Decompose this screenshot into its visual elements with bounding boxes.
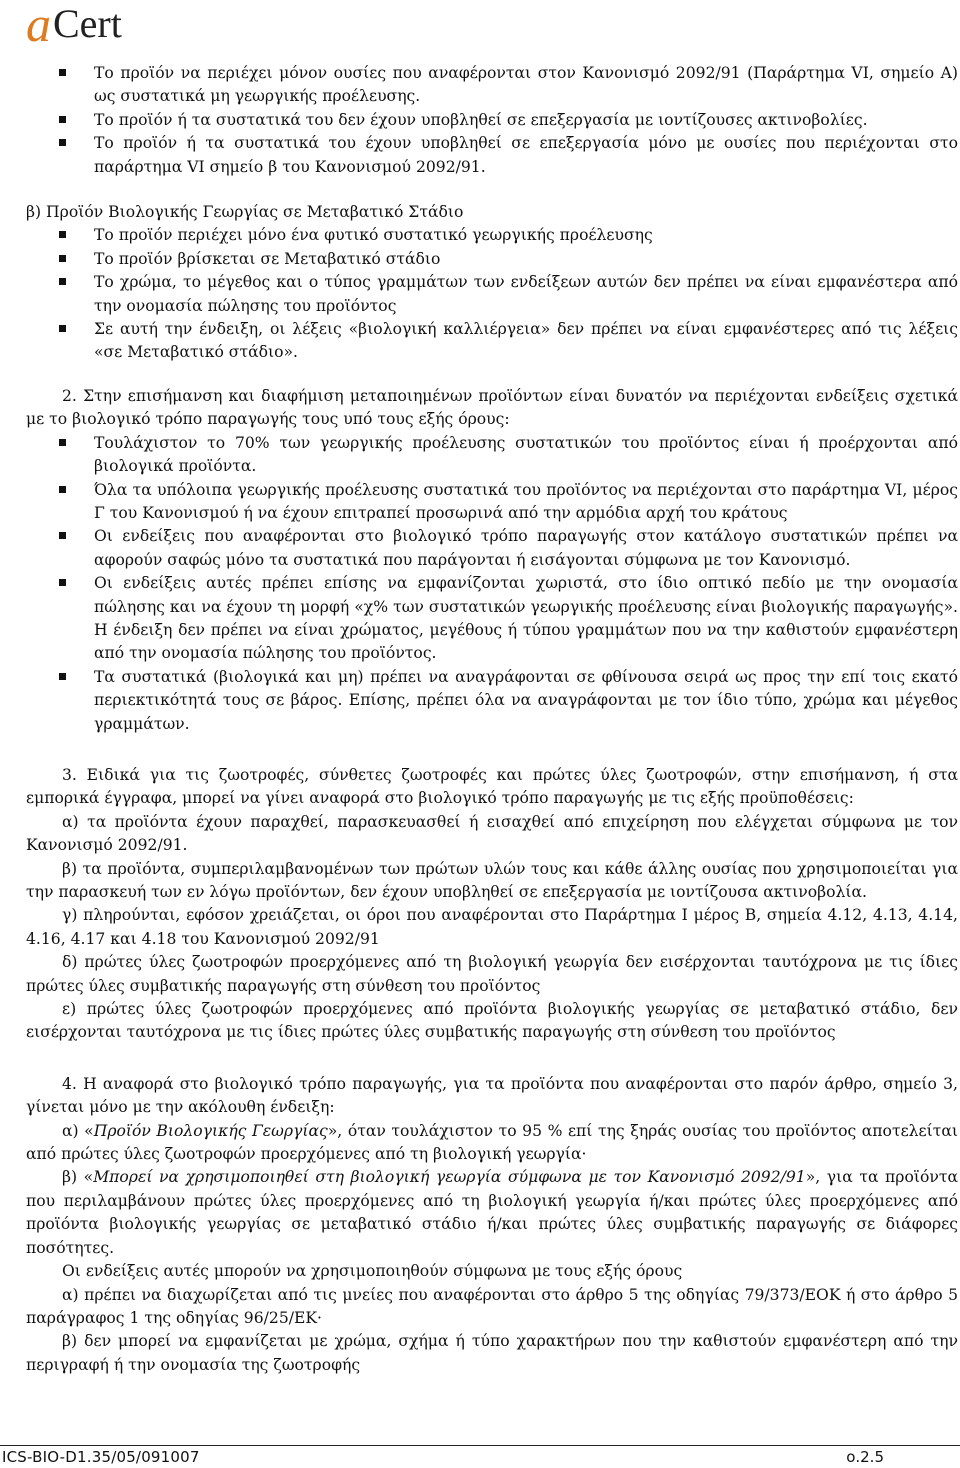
list-item: Το προϊόν ή τα συστατικά του έχουν υποβληθεί σε επεξεργασία μόνο με ουσίες που περιέχονται στο παράρτημα VI σημείο β του Κανονισμού 2092/91. xyxy=(26,132,958,179)
section-2-intro: 2. Στην επισήμανση και διαφήμιση μεταποιημένων προϊόντων είναι δυνατόν να περιέχονται ενδείξεις σχετικά με το βιολογικό τρόπο παραγωγής τους υπό τους εξής όρους: xyxy=(26,386,958,429)
section-b-list xyxy=(26,224,958,364)
document-body xyxy=(26,62,958,1377)
list-item: Οι ενδείξεις που αναφέρονται στο βιολογικό τρόπο παραγωγής στον κατάλογο συστατικών πρέπει να αφορούν σαφώς μόνο τα συστατικά που παράγονται ή εισάγονται σύμφωνα με τον Κανονισμό. xyxy=(26,525,958,572)
list-item: Το χρώμα, το μέγεθος και ο τύπος γραμμάτων των ενδείξεων αυτών δεν πρέπει να είναι εμφανέστερα από την ονομασία πώλησης του προϊόντος xyxy=(26,271,958,318)
list-item: Οι ενδείξεις αυτές πρέπει επίσης να εμφανίζονται χωριστά, στο ίδιο οπτικό πεδίο με την ονομασία πώλησης και να έχουν τη μορφή «χ% των συστατικών γεωργικής προέλευσης είναι βιολογικής παραγωγής». Η ένδειξη δεν πρέπει να είναι χρώματος, μεγέθους ή τύπου γραμμάτων που να την καθιστούν εμφανέστερη από την ονομασία πώλησης του προϊόντος. xyxy=(26,572,958,666)
organic-use-label: Μπορεί να χρησιμοποιηθεί στη βιολογική γεωργία σύμφωνα με τον Κανονισμό 2092/91 xyxy=(93,1168,806,1187)
section-3-item: β) τα προϊόντα, συμπεριλαμβανομένων των πρώτων υλών τους και κάθε άλλης ουσίας που χρησιμοποιείται για την παρασκευή των εν λόγω προϊόντων, δεν έχουν υποβληθεί σε επεξεργασία με ιοντίζουσα ακτινοβολία. xyxy=(26,859,958,901)
section-3-item: ε) πρώτες ύλες ζωοτροφών προερχόμενες από προϊόντα βιολογικής γεωργίας σε μεταβατικό στάδιο, δεν εισέρχονται ταυτόχρονα με τις ίδιες πρώτες ύλες συμβατικής παραγωγής στη σύνθεση του προϊόντος xyxy=(26,1000,958,1042)
section-3-intro: 3. Ειδικά για τις ζωοτροφές, σύνθετες ζωοτροφές και πρώτες ύλες ζωοτροφών, στην επισήμανση, ή στα εμπορικά έγγραφα, μπορεί να γίνει αναφορά στο βιολογικό τρόπο παραγωγής με τις εξής προϋποθέσεις: xyxy=(26,765,958,808)
section-4-usage-item: α) πρέπει να διαχωρίζεται από τις μνείες που αναφέρονται στο άρθρο 5 της οδηγίας 79/373/ΕΟΚ ή στο άρθρο 5 παράγραφος 1 της οδηγίας 96/25/ΕΚ· xyxy=(26,1285,958,1327)
list-item: Το προϊόν ή τα συστατικά του δεν έχουν υποβληθεί σε επεξεργασία με ιοντίζουσες ακτινοβολίες. xyxy=(26,109,958,132)
document-code: ICS-BIO-D1.35/05/091007 xyxy=(2,1448,200,1466)
list-item: Το προϊόν περιέχει μόνο ένα φυτικό συστατικό γεωργικής προέλευσης xyxy=(26,224,958,247)
logo-text: Cert xyxy=(53,1,122,46)
section-4-item-b: β) «Μπορεί να χρησιμοποιηθεί στη βιολογική γεωργία σύμφωνα με τον Κανονισμό 2092/91», για τα προϊόντα που περιλαμβάνουν πρώτες ύλες προερχόμενες από τη βιολογική γεωργία ή/και πρώτες ύλες προερχόμενες από προϊόντα βιολογικής γεωργίας σε μεταβατικό στάδιο ή/και πρώτες ύλες συμβατικής παραγωγής σε διάφορες ποσότητες. xyxy=(26,1168,958,1257)
section-4-usage: Οι ενδείξεις αυτές μπορούν να χρησιμοποιηθούν σύμφωνα με τους εξής όρους xyxy=(62,1262,683,1281)
section-3-item: α) τα προϊόντα έχουν παραχθεί, παρασκευασθεί ή εισαχθεί από επιχείρηση που ελέγχεται σύμφωνα με τον Κανονισμό 2092/91. xyxy=(26,812,958,855)
logo-letter-a: a xyxy=(26,0,51,52)
list-item: Τα συστατικά (βιολογικά και μη) πρέπει να αναγράφονται σε φθίνουσα σειρά ως προς την επί τοις εκατό περιεκτικότητά τους σε βάρος. Επίσης, πρέπει όλα να αναγράφονται με τον ίδιο τύπο, χρώμα και μέγεθος γραμμάτων. xyxy=(26,666,958,736)
section-4-item-a: α) «Προϊόν Βιολογικής Γεωργίας», όταν τουλάχιστον το 95 % επί της ξηράς ουσίας του προϊόντος αποτελείται από πρώτες ύλες ζωοτροφών προερχόμενες από τη βιολογική γεωργία· xyxy=(26,1121,958,1164)
section-b-heading: β) Προϊόν Βιολογικής Γεωργίας σε Μεταβατικό Στάδιο xyxy=(26,203,464,222)
section-2-list xyxy=(26,432,958,736)
acert-logo xyxy=(26,0,122,52)
list-item: Το προϊόν να περιέχει μόνον ουσίες που αναφέρονται στον Κανονισμό 2092/91 (Παράρτημα VI, σημείο Α) ως συστατικά μη γεωργικής προέλευσης. xyxy=(26,62,958,109)
list-item: Σε αυτή την ένδειξη, οι λέξεις «βιολογική καλλιέργεια» δεν πρέπει να είναι εμφανέστερες από τις λέξεις «σε Μεταβατικό στάδιο». xyxy=(26,318,958,365)
document-version: ο.2.5 xyxy=(846,1448,884,1466)
list-item: Τουλάχιστον το 70% των γεωργικής προέλευσης συστατικών του προϊόντος είναι ή προέρχονται από βιολογικά προϊόντα. xyxy=(26,432,958,479)
list-item: Όλα τα υπόλοιπα γεωργικής προέλευσης συστατικά του προϊόντος να περιέχονται στο παράρτημα VI, μέρος Γ του Κανονισμού ή να έχουν επιτραπεί προσωρινά από την αρμόδια αρχή του κράτους xyxy=(26,479,958,526)
page-footer xyxy=(0,1445,960,1468)
list-item: Το προϊόν βρίσκεται σε Μεταβατικό στάδιο xyxy=(26,248,958,271)
section-3-item: δ) πρώτες ύλες ζωοτροφών προερχόμενες από τη βιολογική γεωργία δεν εισέρχονται ταυτόχρονα με τις ίδιες πρώτες ύλες συμβατικής παραγωγής στη σύνθεση του προϊόντος xyxy=(26,953,958,995)
section-4-usage-item: β) δεν μπορεί να εμφανίζεται με χρώμα, σχήμα ή τύπο χαρακτήρων που την καθιστούν εμφανέστερη από την περιγραφή ή την ονομασία της ζωοτροφής xyxy=(26,1332,958,1374)
requirements-list xyxy=(26,62,958,179)
section-3-item: γ) πληρούνται, εφόσον χρειάζεται, οι όροι που αναφέρονται στο Παράρτημα Ι μέρος Β, σημεία 4.12, 4.13, 4.14, 4.16, 4.17 και 4.18 του Κανονισμού 2092/91 xyxy=(26,906,958,948)
organic-product-label: Προϊόν Βιολογικής Γεωργίας xyxy=(93,1121,328,1140)
section-4-intro: 4. Η αναφορά στο βιολογικό τρόπο παραγωγής, για τα προϊόντα που αναφέρονται στο παρόν άρθρο, σημείο 3, γίνεται μόνο με την ακόλουθη ένδειξη: xyxy=(26,1074,958,1117)
